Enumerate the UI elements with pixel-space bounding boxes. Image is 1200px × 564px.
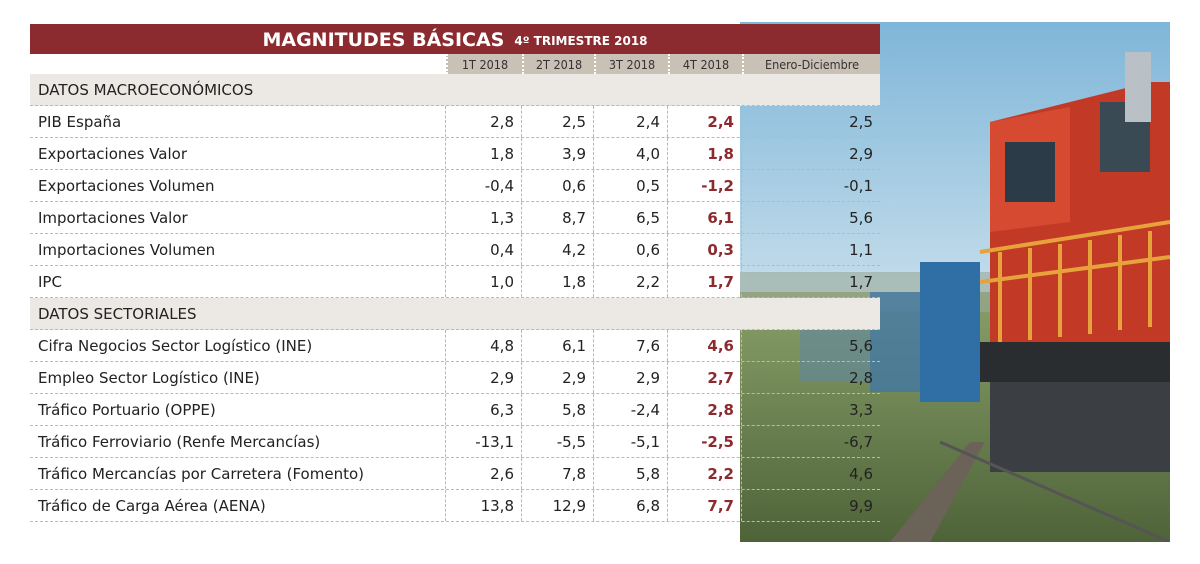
section-header: DATOS MACROECONÓMICOS [30, 74, 880, 106]
table-cell: 1,1 [849, 240, 873, 259]
row-label: Tráfico Portuario (OPPE) [30, 394, 446, 425]
table-cell: 2,2 [594, 266, 668, 297]
table-cell: 1,7 [849, 272, 873, 291]
table-cell: 2,8 [849, 368, 873, 387]
table-cell: 6,8 [594, 490, 668, 521]
table-row [30, 170, 880, 202]
table-cell: 0,4 [446, 234, 522, 265]
row-label: Cifra Negocios Sector Logístico (INE) [30, 330, 446, 361]
table-cell: 1,0 [446, 266, 522, 297]
table-row [30, 106, 880, 138]
table-subtitle: 4º TRIMESTRE 2018 [514, 34, 648, 48]
column-header: 4T 2018 [668, 54, 742, 74]
table-row [30, 426, 880, 458]
table-cell: 0,5 [594, 170, 668, 201]
table-cell: -2,4 [594, 394, 668, 425]
table-title-bar [30, 24, 880, 54]
table-cell: 4,0 [594, 138, 668, 169]
table-cell: 2,9 [849, 144, 873, 163]
table-cell-highlight: 0,3 [668, 234, 742, 265]
table-cell: -6,7 [843, 432, 873, 451]
table-cell: -0,1 [843, 176, 873, 195]
table-cell: 4,8 [446, 330, 522, 361]
row-label: Importaciones Volumen [30, 234, 446, 265]
table-cell: 6,1 [522, 330, 594, 361]
column-header: 2T 2018 [522, 54, 594, 74]
table-cell: -0,4 [446, 170, 522, 201]
row-label: Exportaciones Valor [30, 138, 446, 169]
row-label: Exportaciones Volumen [30, 170, 446, 201]
column-header-spacer [30, 54, 446, 74]
table-cell: 8,7 [522, 202, 594, 233]
row-label: Tráfico de Carga Aérea (AENA) [30, 490, 446, 521]
table-row [30, 330, 880, 362]
table-cell-highlight: 6,1 [668, 202, 742, 233]
table-cell: 13,8 [446, 490, 522, 521]
table-cell: 5,6 [849, 336, 873, 355]
row-label: PIB España [30, 106, 446, 137]
table-cell: 1,8 [522, 266, 594, 297]
table-row [30, 362, 880, 394]
table-cell: 5,8 [594, 458, 668, 489]
table-cell: 2,5 [849, 112, 873, 131]
table-cell: 2,8 [446, 106, 522, 137]
table-cell: -5,1 [594, 426, 668, 457]
table-cell: 2,9 [594, 362, 668, 393]
table-cell-highlight: 1,7 [668, 266, 742, 297]
table-cell-highlight: -1,2 [668, 170, 742, 201]
table-cell: 0,6 [522, 170, 594, 201]
table-cell: 9,9 [849, 496, 873, 515]
column-header: 3T 2018 [594, 54, 668, 74]
table-cell: -5,5 [522, 426, 594, 457]
table-cell: 4,2 [522, 234, 594, 265]
table-cell: 12,9 [522, 490, 594, 521]
table-cell-highlight: 2,2 [668, 458, 742, 489]
table-cell: 4,6 [849, 464, 873, 483]
table-cell: -13,1 [446, 426, 522, 457]
table-cell: 7,8 [522, 458, 594, 489]
table-cell: 3,9 [522, 138, 594, 169]
table-cell-highlight: 2,8 [668, 394, 742, 425]
table-cell-highlight: 2,4 [668, 106, 742, 137]
table-cell: 7,6 [594, 330, 668, 361]
column-header: Enero-Diciembre [742, 54, 880, 74]
table-row [30, 138, 880, 170]
table-cell: 5,8 [522, 394, 594, 425]
table-cell: 6,3 [446, 394, 522, 425]
table-cell: 1,8 [446, 138, 522, 169]
table-cell: 6,5 [594, 202, 668, 233]
row-label: Tráfico Ferroviario (Renfe Mercancías) [30, 426, 446, 457]
table-cell: 3,3 [849, 400, 873, 419]
column-header-row [30, 54, 880, 74]
table-cell: 2,6 [446, 458, 522, 489]
table-cell-highlight: 4,6 [668, 330, 742, 361]
table-cell: 2,5 [522, 106, 594, 137]
table-cell: 5,6 [849, 208, 873, 227]
table-cell-highlight: 2,7 [668, 362, 742, 393]
table-cell: 2,9 [522, 362, 594, 393]
row-label: Tráfico Mercancías por Carretera (Fomento) [30, 458, 446, 489]
table-cell-highlight: -2,5 [668, 426, 742, 457]
basic-magnitudes-table [30, 24, 880, 522]
row-label: Importaciones Valor [30, 202, 446, 233]
table-row [30, 234, 880, 266]
table-row [30, 394, 880, 426]
row-label: Empleo Sector Logístico (INE) [30, 362, 446, 393]
table-cell-highlight: 7,7 [668, 490, 742, 521]
row-label: IPC [30, 266, 446, 297]
table-row [30, 458, 880, 490]
table-title: MAGNITUDES BÁSICAS [262, 29, 505, 51]
table-cell: 0,6 [594, 234, 668, 265]
table-row [30, 490, 880, 522]
table-cell-highlight: 1,8 [668, 138, 742, 169]
table-row [30, 202, 880, 234]
table-cell: 2,4 [594, 106, 668, 137]
section-header: DATOS SECTORIALES [30, 298, 880, 330]
column-header: 1T 2018 [446, 54, 522, 74]
table-row [30, 266, 880, 298]
table-cell: 1,3 [446, 202, 522, 233]
table-cell: 2,9 [446, 362, 522, 393]
